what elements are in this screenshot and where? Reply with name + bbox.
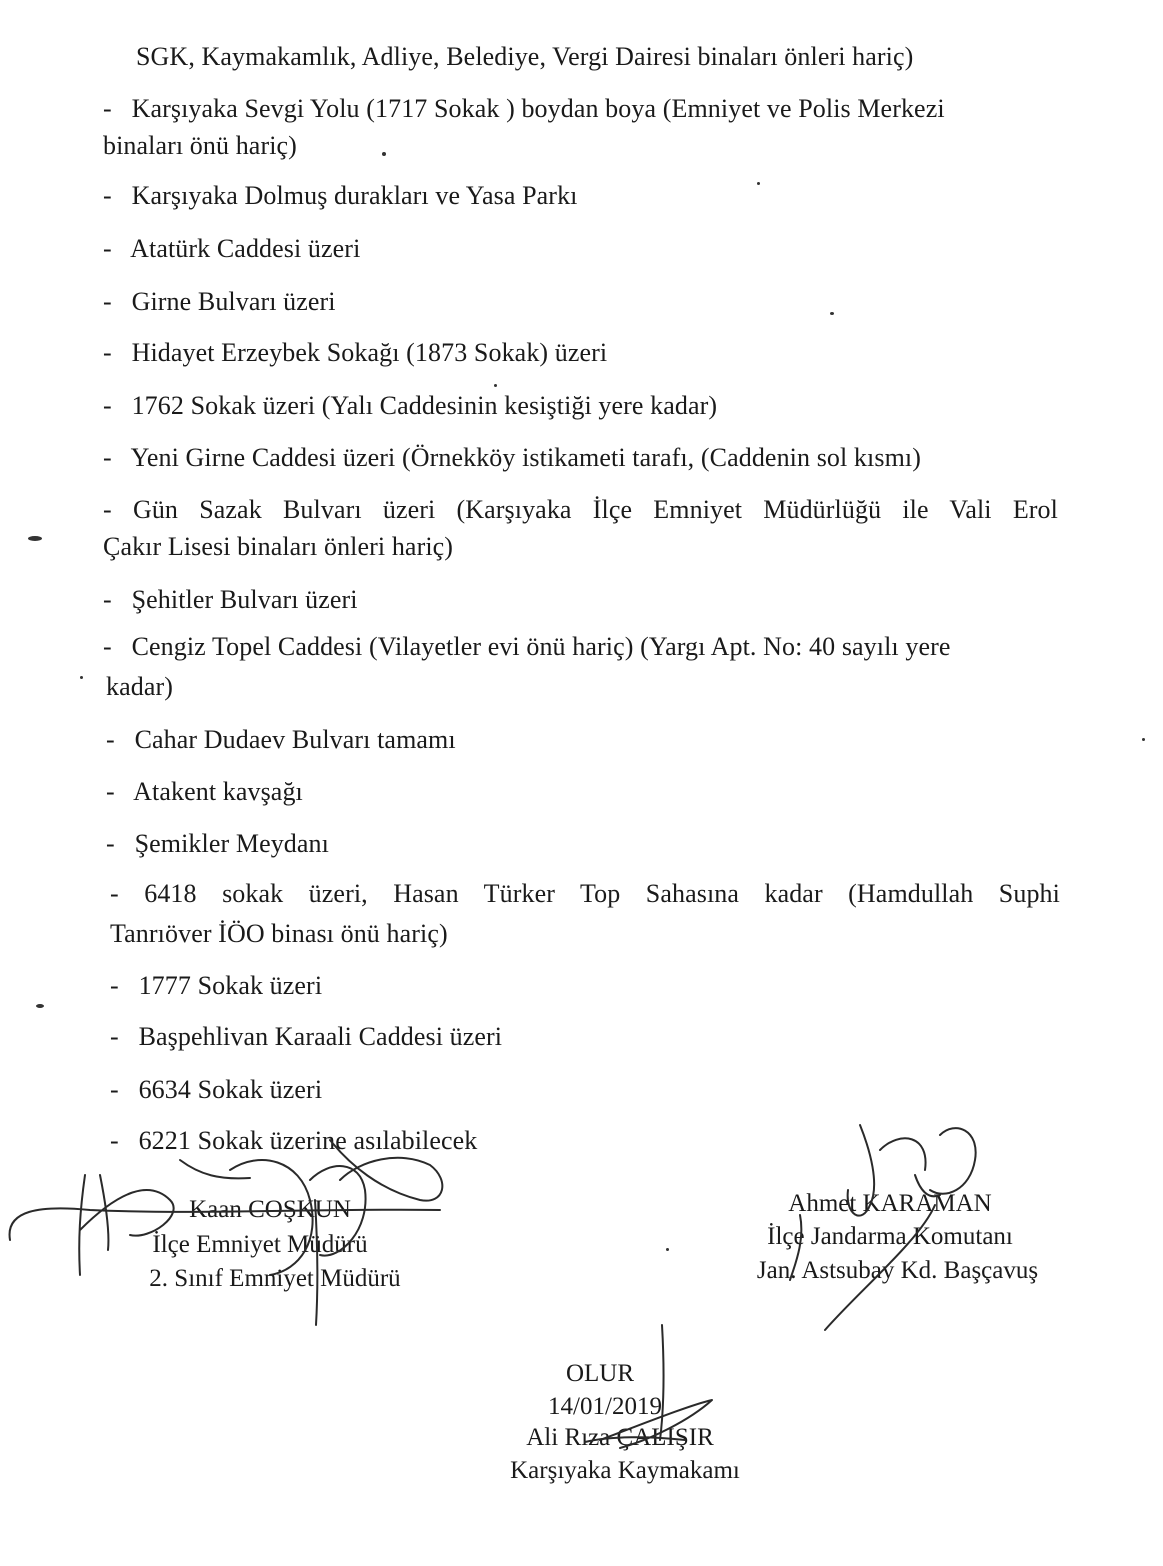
bullet-dash: -	[110, 1075, 119, 1104]
left-signatory-title: İlçe Emniyet Müdürü	[152, 1231, 368, 1258]
left-signature-stroke	[79, 1175, 173, 1275]
list-item	[103, 234, 360, 264]
list-item	[103, 585, 358, 615]
right-signatory-rank: Jan. Astsubay Kd. Başçavuş	[756, 1257, 1039, 1284]
list-item	[106, 725, 456, 755]
list-item	[106, 829, 329, 859]
list-item	[103, 94, 945, 124]
left-signatory-name: Kaan COŞKUN	[189, 1196, 351, 1223]
bullet-dash: -	[103, 391, 112, 420]
bullet-dash: -	[103, 94, 112, 123]
approval-label: OLUR	[565, 1360, 635, 1387]
list-item-text: Yeni Girne Caddesi üzeri (Örnekköy istikameti tarafı, (Caddenin sol kısmı)	[130, 443, 921, 472]
list-item	[110, 1126, 477, 1156]
list-item-text: Şehitler Bulvarı üzeri	[131, 585, 358, 614]
list-item	[110, 879, 1060, 909]
scan-speck	[382, 152, 386, 156]
scan-speck	[830, 312, 834, 315]
bullet-dash: -	[103, 495, 112, 524]
list-item	[106, 777, 303, 807]
list-item-continuation: Tanrıöver İÖO binası önü hariç)	[110, 919, 448, 948]
list-item	[103, 181, 578, 211]
list-item-text: Karşıyaka Sevgi Yolu (1717 Sokak ) boydan boya (Emniyet ve Polis Merkezi	[131, 94, 945, 123]
scan-speck	[28, 536, 42, 541]
bullet-dash: -	[103, 181, 112, 210]
list-item-continuation: kadar)	[106, 672, 173, 701]
bullet-dash: -	[103, 234, 112, 263]
bullet-dash: -	[106, 725, 115, 754]
list-item-text: Başpehlivan Karaali Caddesi üzeri	[138, 1022, 503, 1051]
approval-date: 14/01/2019	[548, 1393, 662, 1420]
list-item	[103, 443, 921, 473]
list-item-text: Karşıyaka Dolmuş durakları ve Yasa Parkı	[131, 181, 578, 210]
bullet-dash: -	[110, 971, 119, 1000]
left-signatory-rank: 2. Sınıf Emniyet Müdürü	[149, 1265, 401, 1292]
scan-speck	[36, 1004, 44, 1008]
bullet-dash: -	[103, 287, 112, 316]
list-item	[110, 1075, 322, 1105]
list-item	[103, 391, 717, 421]
scan-speck	[1142, 738, 1145, 741]
right-signatory-title: İlçe Jandarma Komutanı	[767, 1223, 1013, 1250]
bullet-dash: -	[103, 632, 112, 661]
bullet-dash: -	[110, 1022, 119, 1051]
right-signatory-name: Ahmet KARAMAN	[788, 1190, 992, 1217]
bullet-dash: -	[106, 829, 115, 858]
list-item	[110, 971, 322, 1001]
list-item	[103, 495, 1058, 525]
list-item-text: Şemikler Meydanı	[134, 829, 329, 858]
scan-speck	[80, 676, 83, 679]
list-item	[110, 1022, 502, 1052]
list-item-text: Hidayet Erzeybek Sokağı (1873 Sokak) üzeri	[131, 338, 608, 367]
list-item	[103, 632, 951, 662]
bullet-dash: -	[110, 1126, 119, 1155]
list-item-text: 1777 Sokak üzeri	[138, 971, 323, 1000]
list-item-text: Gün Sazak Bulvarı üzeri (Karşıyaka İlçe Emniyet Müdürlüğü ile Vali Erol	[132, 495, 1058, 524]
list-item-text: Cahar Dudaev Bulvarı tamamı	[134, 725, 456, 754]
scan-speck	[666, 1248, 669, 1251]
list-item-text: 6418 sokak üzeri, Hasan Türker Top Sahasına kadar (Hamdullah Suphi	[144, 879, 1060, 908]
intro-line: SGK, Kaymakamlık, Adliye, Belediye, Vergi Dairesi binaları önleri hariç)	[136, 42, 914, 71]
list-item-text: Girne Bulvarı üzeri	[131, 287, 336, 316]
approval-signatory-name: Ali Rıza ÇALIŞIR	[526, 1424, 714, 1451]
list-item	[103, 338, 607, 368]
scan-speck	[757, 182, 760, 185]
bullet-dash: -	[103, 443, 112, 472]
list-item-text: Atakent kavşağı	[133, 777, 303, 806]
list-item-text: 6634 Sokak üzeri	[138, 1075, 323, 1104]
list-item-text: Atatürk Caddesi üzeri	[130, 234, 361, 263]
list-item-continuation: Çakır Lisesi binaları önleri hariç)	[103, 532, 454, 561]
list-item-text: 6221 Sokak üzerine asılabilecek	[138, 1126, 478, 1155]
approval-signatory-title: Karşıyaka Kaymakamı	[510, 1457, 740, 1484]
list-item-text: 1762 Sokak üzeri (Yalı Caddesinin kesiştiği yere kadar)	[131, 391, 718, 420]
bullet-dash: -	[106, 777, 115, 806]
right-signature-stroke	[915, 1128, 976, 1196]
left-signature-stroke	[180, 1160, 250, 1178]
scan-speck	[494, 384, 497, 387]
bullet-dash: -	[103, 585, 112, 614]
bullet-dash: -	[110, 879, 119, 908]
list-item-text: Cengiz Topel Caddesi (Vilayetler evi önü hariç) (Yargı Apt. No: 40 sayılı yere	[131, 632, 951, 661]
list-item	[103, 287, 336, 317]
bullet-dash: -	[103, 338, 112, 367]
list-item-continuation: binaları önü hariç)	[103, 131, 297, 160]
